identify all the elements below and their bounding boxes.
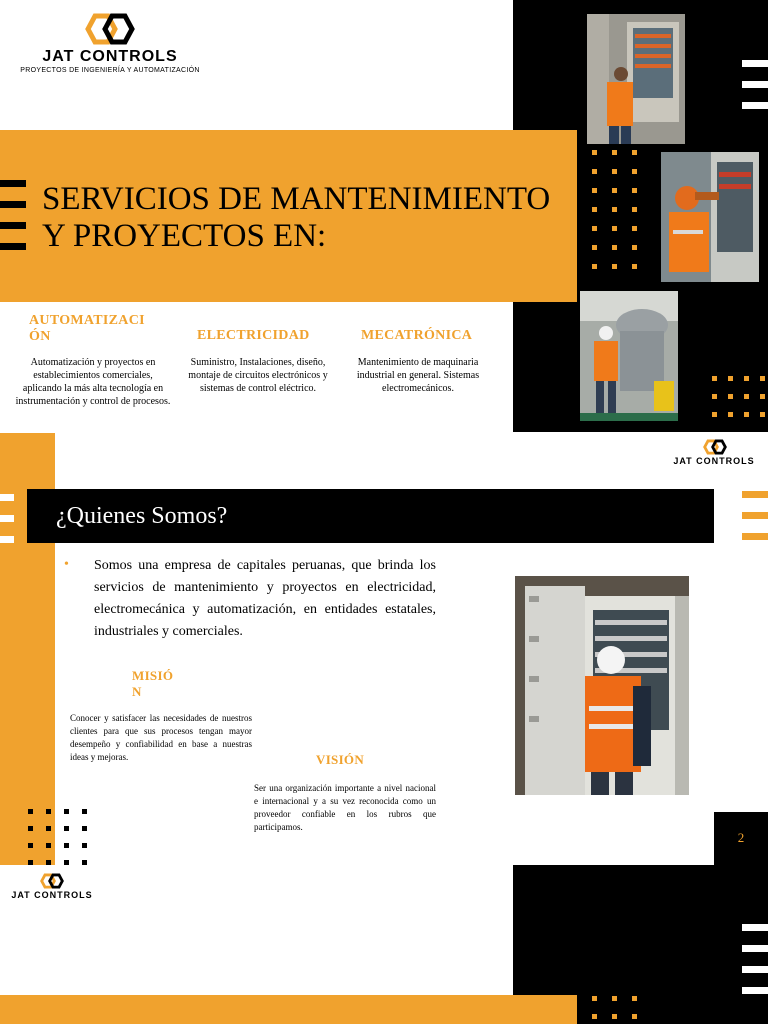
service-desc-automatizacion: Automatización y proyectos en establecimientos comerciales, aplicando la más alta tecnología en instrumentación y control de procesos. [15,357,171,407]
decorative-stripe [0,243,26,250]
about-text: Somos una empresa de capitales peruanas, que brinda los servicios de mantenimiento y proyectos en electricidad, electromecánica y automatización, en entidades estatales, industriales y comerciales. [94,558,436,639]
photo-technician-electrical-cabinet [515,576,689,795]
decorative-stripe [0,201,26,208]
vision-text: Ser una organización importante a nivel nacional e internacional y a su vez reconocida como un proveedor confiable en los rubros que participamos. [254,783,436,832]
vision-title: VISIÓN [316,752,365,767]
service-title-mecatronica: MECATRÓNICA [361,328,473,343]
decorative-stripe [742,81,768,88]
about-heading: ¿Quienes Somos? [56,503,228,529]
decorative-stripe [742,60,768,67]
service-desc-mecatronica: Mantenimiento de maquinaria industrial en general. Sistemas electromecánicos. [356,357,480,394]
hero-title-line2: Y PROYECTOS EN: [42,218,327,254]
decorative-stripe [0,222,26,229]
interlocked-hexagon-links-icon [37,872,67,890]
photo-technician-panel-1 [587,14,685,144]
decorative-dot-grid [592,150,652,283]
decorative-stripe [742,102,768,109]
decorative-stripe [0,494,14,501]
brand-name: JAT CONTROLS [42,48,178,65]
photo-technician-panel-2 [661,152,759,282]
mission-title: MISIÓ N [132,668,174,699]
mission-text: Conocer y satisfacer las necesidades de nuestros clientes para que sus procesos tengan mayor desempeño y confiabilidad en base a nuestras ideas y mejoras. [70,713,252,762]
about-bullet: • [64,557,69,572]
brand-logo-bottom [4,872,100,902]
brand-logo [10,10,210,76]
decorative-stripe [0,180,26,187]
decorative-stripe [0,536,14,543]
service-desc-electricidad: Suministro, Instalaciones, diseño, montaje de circuitos electrónicos y sistemas de control eléctrico. [188,357,328,394]
brand-name-bottom: JAT CONTROLS [11,890,93,900]
decorative-stripe [742,945,768,952]
brand-logo-small [664,438,764,470]
interlocked-hexagon-links-icon [78,10,142,48]
hero-title [42,181,582,255]
service-title-electricidad: ELECTRICIDAD [197,328,310,343]
photo-technician-machine [580,291,678,421]
decorative-dot-grid [592,996,652,1032]
decorative-dot-grid [28,809,100,877]
interlocked-hexagon-links-icon [700,438,730,456]
decorative-stripe [742,966,768,973]
decorative-stripe [742,924,768,931]
service-title-automatizacion: AUTOMATIZACI ÓN [29,313,145,344]
decorative-stripe [742,512,768,519]
decorative-stripe [742,491,768,498]
decorative-stripe [742,533,768,540]
bottom-orange-band [0,995,577,1024]
decorative-stripe [0,515,14,522]
decorative-dot-grid [712,376,768,430]
brand-tagline: PROYECTOS DE INGENIERÍA Y AUTOMATIZACIÓN [20,67,200,74]
brand-name-small: JAT CONTROLS [673,456,755,466]
page-number: 2 [737,830,745,845]
decorative-stripe [742,987,768,994]
hero-title-line1: SERVICIOS DE MANTENIMIENTO [42,181,551,217]
